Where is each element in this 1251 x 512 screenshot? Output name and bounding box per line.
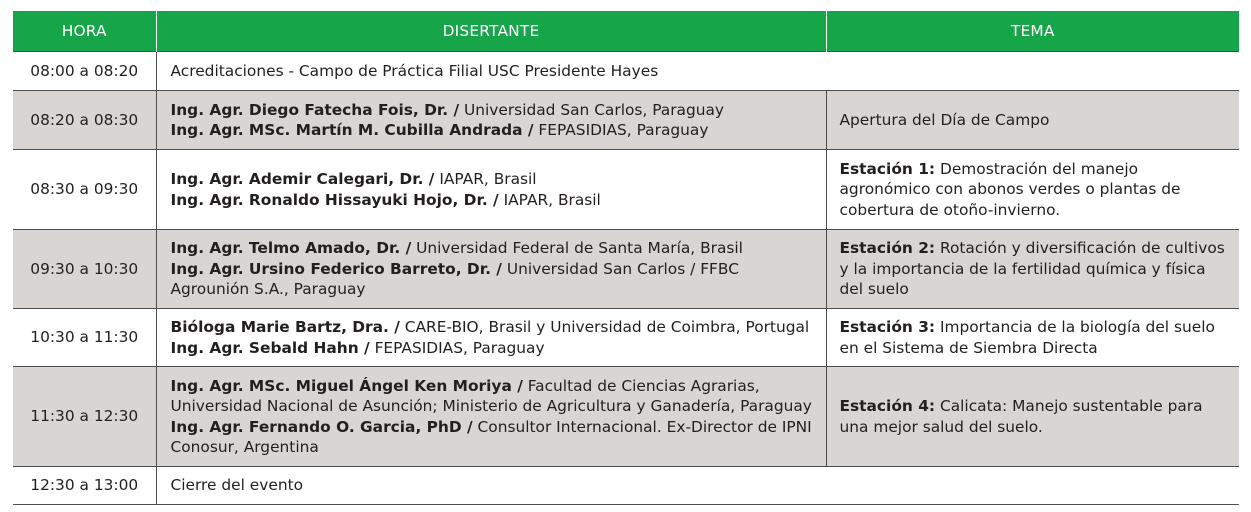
speaker-name: Ing. Agr. Diego Fatecha Fois, Dr. / (170, 100, 460, 119)
time-cell: 12:30 a 13:00 (13, 467, 156, 505)
speaker-affiliation: CARE-BIO, Brasil y Universidad de Coimbra, Portugal (399, 318, 810, 337)
speaker (171, 338, 816, 358)
event-cell: Acreditaciones - Campo de Práctica Filial USC Presidente Hayes (156, 52, 1239, 91)
speaker-name: Ing. Agr. MSc. Miguel Ángel Ken Moriya / (170, 376, 523, 395)
speaker-name: Ing. Agr. Ademir Calegari, Dr. / (170, 170, 435, 189)
speaker (171, 238, 816, 258)
speaker (171, 169, 816, 189)
topic-text: Demostración del manejo agronómico con abonos verdes o plantas de cobertura de otoño-invierno. (839, 159, 1181, 219)
speaker (171, 100, 816, 120)
topic-text: Calicata: Manejo sustentable para una mejor salud del suelo. (839, 397, 1203, 436)
topic-text: Importancia de la biología del suelo en el Sistema de Siembra Directa (839, 318, 1215, 357)
table-row (13, 367, 1239, 467)
speaker (171, 120, 816, 140)
speakers-cell (156, 367, 826, 467)
topic-cell (826, 91, 1239, 150)
speaker-name: Ing. Agr. Ursino Federico Barreto, Dr. / (170, 259, 502, 278)
table-row (13, 52, 1239, 91)
station-label: Estación 3: (839, 318, 936, 337)
speakers-cell (156, 309, 826, 367)
speaker (171, 259, 816, 300)
topic-cell (826, 150, 1239, 230)
speakers-cell (156, 150, 826, 230)
station-label: Estación 2: (839, 239, 936, 258)
topic-cell (826, 309, 1239, 367)
header-tema: TEMA (826, 11, 1239, 52)
agenda-table (13, 11, 1239, 505)
time-cell: 10:30 a 11:30 (13, 309, 156, 367)
speakers-cell (156, 230, 826, 309)
speaker (171, 317, 816, 337)
time-cell: 08:00 a 08:20 (13, 52, 156, 91)
table-row (13, 91, 1239, 150)
time-cell: 09:30 a 10:30 (13, 230, 156, 309)
speaker-name: Ing. Agr. Fernando O. Garcia, PhD / (170, 417, 473, 436)
speaker-name: Ing. Agr. MSc. Martín M. Cubilla Andrada / (170, 121, 534, 139)
speakers-cell (156, 91, 826, 150)
station-label: Estación 4: (839, 397, 936, 416)
table-row (13, 309, 1239, 367)
speaker-affiliation: Universidad Federal de Santa María, Brasil (411, 239, 743, 258)
topic-cell (826, 367, 1239, 467)
speaker-name: Ing. Agr. Sebald Hahn / (170, 338, 370, 357)
header-row (13, 11, 1239, 52)
speaker-affiliation: IAPAR, Brasil (498, 190, 601, 209)
speaker-affiliation: IAPAR, Brasil (434, 170, 537, 189)
speaker (171, 376, 816, 417)
speaker-name: Bióloga Marie Bartz, Dra. / (170, 318, 400, 337)
header-disertante: DISERTANTE (156, 11, 826, 52)
speaker-name: Ing. Agr. Telmo Amado, Dr. / (170, 239, 412, 258)
table-row (13, 467, 1239, 505)
table-row (13, 150, 1239, 230)
speaker-affiliation: Universidad San Carlos, Paraguay (459, 100, 725, 119)
event-cell: Cierre del evento (156, 467, 1239, 505)
speaker (171, 417, 816, 458)
speaker-affiliation: Facultad de Ciencias Agrarias, Universidad Nacional de Asunción; Ministerio de Agricultura y Ganadería, Paraguay (170, 376, 812, 416)
speaker-affiliation: Universidad San Carlos / FFBC Agrounión S.A., Paraguay (170, 259, 739, 299)
speaker-affiliation: Consultor Internacional. Ex-Director de IPNI Conosur, Argentina (170, 417, 812, 456)
time-cell: 08:20 a 08:30 (13, 91, 156, 150)
station-label: Estación 1: (839, 159, 936, 178)
table-row (13, 230, 1239, 309)
time-cell: 08:30 a 09:30 (13, 150, 156, 230)
speaker-affiliation: FEPASIDIAS, Paraguay (533, 121, 709, 139)
speaker (171, 190, 816, 210)
header-hora: HORA (13, 11, 156, 52)
topic-cell (826, 230, 1239, 309)
topic-text: Rotación y diversificación de cultivos y la importancia de la fertilidad química y física del suelo (839, 239, 1225, 299)
time-cell: 11:30 a 12:30 (13, 367, 156, 467)
topic-text: Apertura del Día de Campo (839, 110, 1050, 129)
speaker-name: Ing. Agr. Ronaldo Hissayuki Hojo, Dr. / (170, 190, 499, 209)
speaker-affiliation: FEPASIDIAS, Paraguay (369, 338, 545, 357)
